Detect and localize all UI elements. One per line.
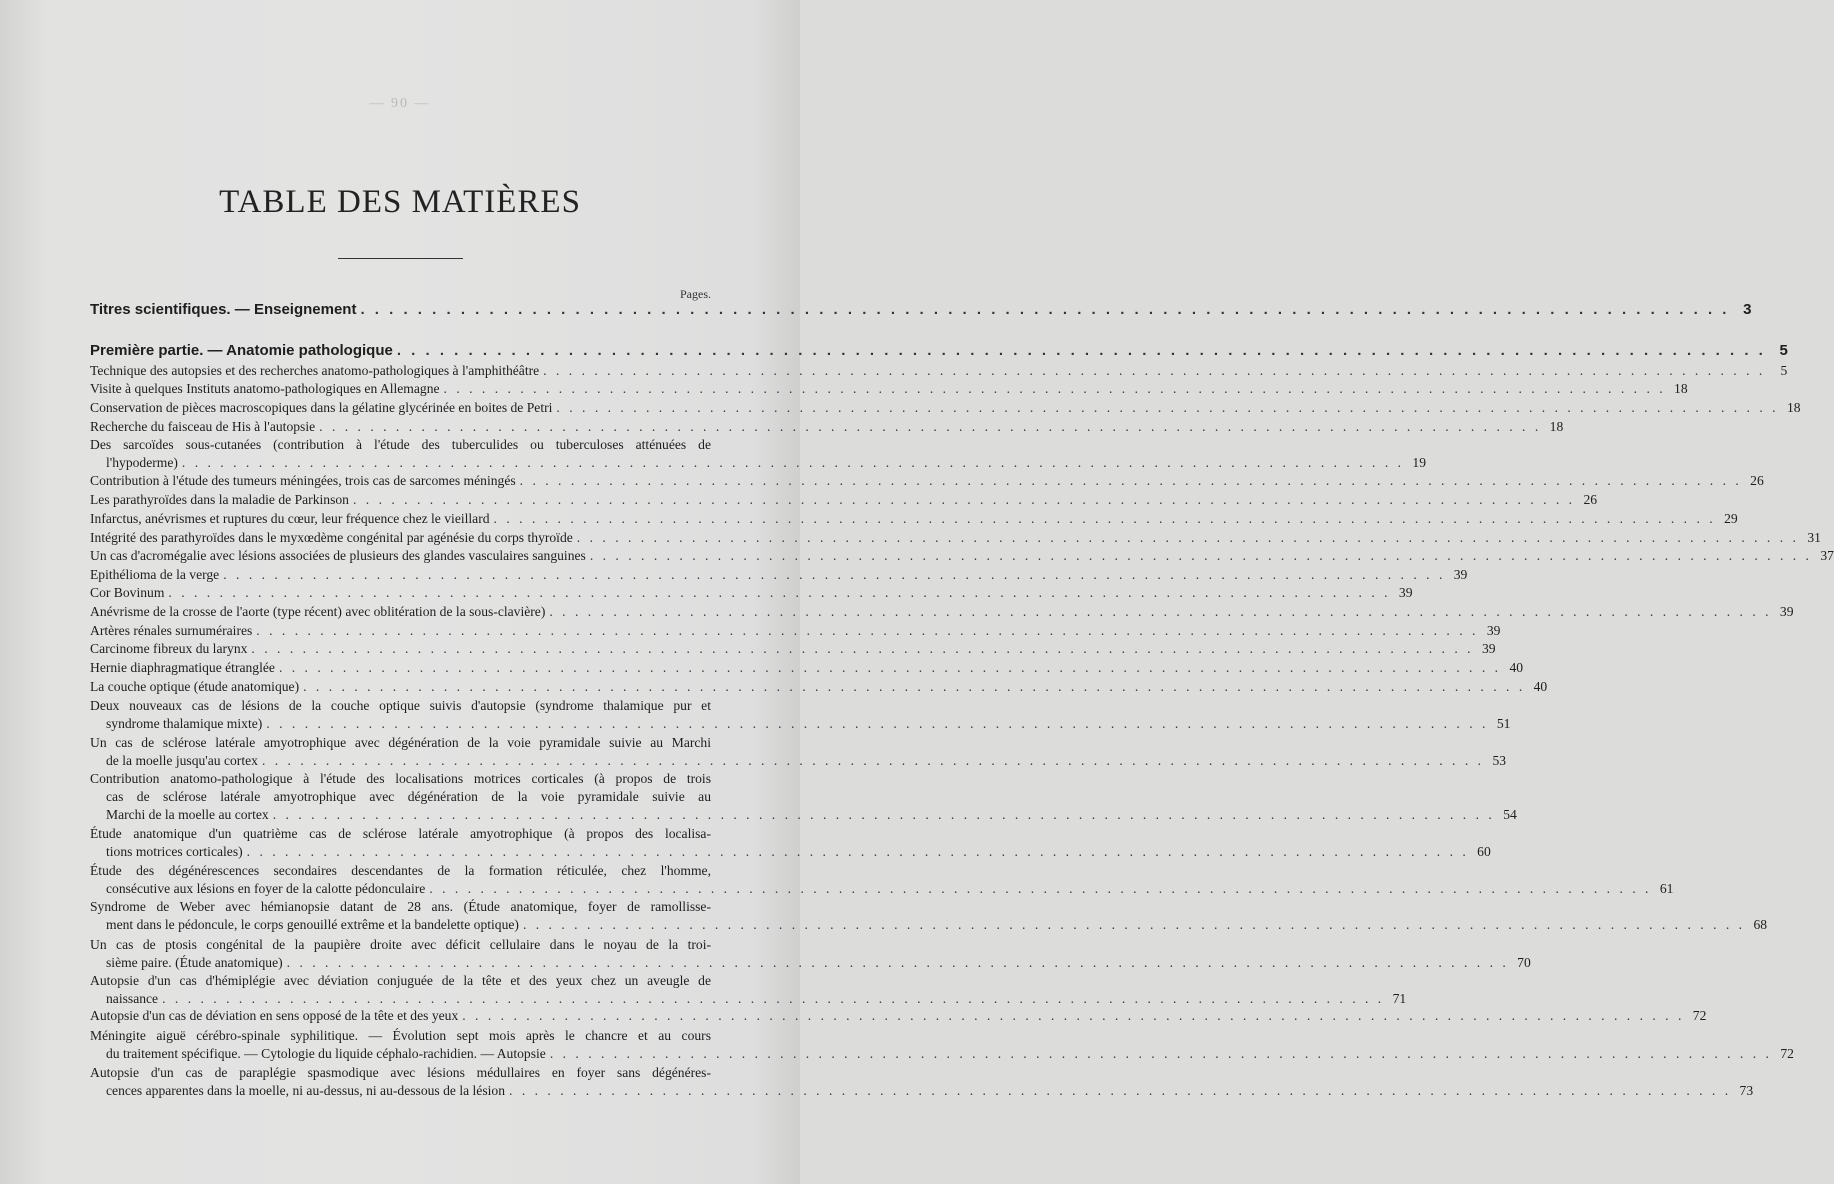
toc-entry-page: 5 [1780, 363, 1788, 378]
toc-entry-page: 26 [1583, 492, 1598, 507]
toc-entry [90, 547, 1834, 565]
dot-leader [303, 678, 1525, 696]
toc-entry-page: 39 [1779, 604, 1794, 619]
toc-entry-line [90, 972, 711, 990]
toc-entry-page: 40 [1509, 660, 1524, 675]
dot-leader [462, 1007, 1684, 1025]
toc-entry-text: consécutive aux lésions en foyer de la calotte pédonculaire [106, 881, 426, 896]
toc-entry [90, 584, 1413, 602]
toc-entry-text: Autopsie d'un cas d'hémiplégie avec déviation conjuguée de la tête et des yeux chez un aveugle de [90, 973, 711, 988]
toc-entry-text: Hernie diaphragmatique étranglée [90, 660, 275, 675]
toc-entry-text: Marchi de la moelle au cortex [106, 807, 269, 822]
toc-entry-text: Recherche du faisceau de His à l'autopsie [90, 419, 316, 434]
toc-entry-text: tions motrices corticales) [106, 844, 243, 859]
toc-entry [90, 380, 1688, 398]
toc-entry-line [90, 491, 1598, 509]
toc-entry [90, 898, 1768, 934]
toc-entry-text: Contribution à l'étude des tumeurs méningées, trois cas de sarcomes méningés [90, 473, 516, 488]
toc-entry-page: 3 [1743, 301, 1752, 318]
toc-entry-page: 70 [1517, 955, 1531, 970]
toc-entry-page: 18 [1674, 381, 1688, 396]
toc-entry-line [90, 936, 711, 954]
dot-leader [429, 880, 1651, 898]
toc-entry-text: Infarctus, anévrismes et ruptures du cœur, leur fréquence chez le vieillard [90, 511, 490, 526]
toc-entry-line [90, 659, 1524, 677]
dot-leader [279, 659, 1501, 677]
toc-entry-page: 37 [1820, 548, 1834, 563]
dot-leader [247, 843, 1469, 861]
toc-entry-text: Artères rénales surnuméraires [90, 623, 253, 638]
toc-entry-line [90, 678, 1548, 696]
toc-entry [90, 566, 1468, 584]
dot-leader [256, 622, 1478, 640]
dot-leader [549, 603, 1771, 621]
toc-entry-text: Un cas d'acromégalie avec lésions associées de plusieurs des glandes vasculaires sanguines [90, 548, 586, 563]
page-title: TABLE DES MATIÈRES [219, 184, 581, 220]
title-rule [338, 258, 463, 259]
toc-entry-page: 53 [1492, 753, 1507, 768]
toc-entry-page: 5 [1779, 342, 1788, 359]
dot-leader [509, 1082, 1731, 1100]
toc-entry [90, 622, 1501, 640]
dot-leader [182, 454, 1404, 472]
dot-leader [319, 418, 1541, 436]
page-number: — 90 — [369, 96, 431, 111]
toc-entry-page: 39 [1398, 585, 1413, 600]
toc-entry-page: 40 [1533, 679, 1548, 694]
toc-entry-text: Autopsie d'un cas de paraplégie spasmodique avec lésions médullaires en foyer sans dégénéres- [90, 1065, 711, 1080]
toc-entry-line [90, 843, 1491, 861]
toc-entry-text: Méningite aiguë cérébro-spinale syphilitique. — Évolution sept mois après le chancre et au cours [90, 1028, 711, 1043]
toc-entry [90, 1027, 1794, 1063]
toc-entry-page: 39 [1486, 623, 1501, 638]
toc-entry-line [90, 436, 711, 454]
dot-leader [577, 529, 1799, 547]
dot-leader [266, 715, 1488, 733]
dot-leader [262, 752, 1484, 770]
toc-entry-page: 29 [1724, 511, 1738, 526]
toc-entry [90, 678, 1548, 696]
toc-entry-text: Visite à quelques Instituts anatomo-pathologiques en Allemagne [90, 381, 440, 396]
toc-entry [90, 825, 1491, 861]
toc-entry-page: 68 [1753, 917, 1768, 932]
toc-entry-line [90, 510, 1738, 528]
toc-entry-line [90, 418, 1564, 436]
toc-entry [90, 436, 1427, 472]
toc-entry-text: sième paire. (Étude anatomique) [106, 955, 283, 970]
toc-entry-text: Étude anatomique d'un quatrième cas de sclérose latérale amyotrophique (à propos des localisa- [90, 826, 711, 841]
toc-entry-text: Epithélioma de la verge [90, 567, 220, 582]
toc-entry [90, 770, 1517, 824]
toc-entry-line [90, 806, 1517, 824]
toc-entry-text: naissance [106, 991, 159, 1006]
toc-entry [90, 1007, 1707, 1025]
toc-entry-line [90, 1027, 711, 1045]
toc-entry-text: Des sarcoïdes sous-cutanées (contribution à l'étude des tuberculides ou tuberculoses atténuées de [90, 437, 711, 452]
toc-entry-line [90, 454, 1427, 472]
toc-entry-line [90, 862, 711, 880]
dot-leader [520, 472, 1742, 490]
toc-entry [90, 734, 1507, 770]
toc-entry-page: 19 [1412, 455, 1427, 470]
toc-entry [90, 936, 1531, 972]
toc-entry-page: 61 [1659, 881, 1674, 896]
toc-entry-line [90, 603, 1794, 621]
toc-entry-text: cas de sclérose latérale amyotrophique avec dégénération de la voie pyramidale suivie au [106, 789, 711, 804]
dot-leader [251, 640, 1473, 658]
toc-entry-page: 18 [1786, 400, 1801, 415]
toc-entry-line [90, 529, 1821, 547]
toc-entry [90, 640, 1496, 658]
toc-entry-page: 51 [1496, 716, 1511, 731]
toc-entry-line [90, 990, 1407, 1008]
toc-entry [90, 472, 1764, 490]
toc-entry-line [90, 734, 711, 752]
toc-entry-line [90, 898, 711, 916]
toc-entry-line [90, 697, 711, 715]
dot-leader [397, 342, 1766, 360]
toc-entry [90, 491, 1598, 509]
dot-leader [444, 380, 1666, 398]
toc-entry [90, 697, 1511, 733]
toc-entry-text: Un cas de ptosis congénital de la paupière droite avec déficit cellulaire dans le noyau de la troi- [90, 937, 711, 952]
toc-entry-text: Intégrité des parathyroïdes dans le myxœdème congénital par agénésie du corps thyroïde [90, 530, 573, 545]
dot-leader [543, 362, 1765, 380]
toc-entry-line [90, 1045, 1794, 1063]
toc-entry-line [90, 788, 711, 806]
toc-entry [90, 862, 1674, 898]
toc-entry-line [90, 770, 711, 788]
toc-entry-line [90, 472, 1764, 490]
pages-column-header: Pages. [680, 287, 711, 301]
toc-entry-text: Titres scientifiques. — Enseignement [90, 301, 357, 318]
toc-entry [90, 301, 1752, 319]
toc-entry-line [90, 1007, 1707, 1025]
dot-leader [360, 301, 1729, 319]
toc-entry-line [90, 380, 1688, 398]
toc-entry-line [90, 547, 1834, 565]
toc-entry-text: Les parathyroïdes dans la maladie de Parkinson [90, 492, 349, 507]
toc-entry-line [90, 1064, 711, 1082]
toc-entry-text: Contribution anatomo-pathologique à l'étude des localisations motrices corticales (à propos de trois [90, 771, 711, 786]
toc-entry-line [90, 362, 1788, 380]
toc-entry-page: 60 [1477, 844, 1491, 859]
toc-entry-text: syndrome thalamique mixte) [106, 716, 263, 731]
toc-entry-text: Carcinome fibreux du larynx [90, 641, 248, 656]
toc-entry [90, 510, 1738, 528]
dot-leader [556, 399, 1778, 417]
toc-entry-text: Un cas de sclérose latérale amyotrophique avec dégénération de la voie pyramidale suivie au Marchi [90, 735, 711, 750]
toc-entry-line [90, 715, 1511, 733]
toc-entry-text: Anévrisme de la crosse de l'aorte (type récent) avec oblitération de la sous-clavière) [90, 604, 546, 619]
toc-entry-page: 39 [1453, 567, 1468, 582]
toc-entry-text: La couche optique (étude anatomique) [90, 679, 300, 694]
toc-entry [90, 603, 1794, 621]
toc-entry-text: cences apparentes dans la moelle, ni au-dessus, ni au-dessous de la lésion [106, 1083, 506, 1098]
toc-entry [90, 529, 1821, 547]
toc-entry-text: du traitement spécifique. — Cytologie du liquide céphalo-rachidien. — Autopsie [106, 1046, 546, 1061]
dot-leader [523, 916, 1745, 934]
toc-entry-page: 39 [1481, 641, 1496, 656]
toc-entry-line [90, 566, 1468, 584]
toc-entry [90, 362, 1788, 380]
toc-entry-line [90, 342, 1788, 360]
toc-entry-line [90, 825, 711, 843]
toc-entry-page: 73 [1739, 1083, 1754, 1098]
dot-leader [494, 510, 1716, 528]
toc-entry-page: 72 [1780, 1046, 1794, 1061]
toc-entry-page: 72 [1692, 1008, 1707, 1023]
toc-entry-line [90, 1082, 1754, 1100]
toc-entry-text: Deux nouveaux cas de lésions de la couche optique suivis d'autopsie (syndrome thalamique pur et [90, 698, 711, 713]
dot-leader [273, 806, 1495, 824]
toc-entry-text: Cor Bovinum [90, 585, 165, 600]
toc-entry-line [90, 954, 1531, 972]
toc-entry-text: l'hypoderme) [106, 455, 178, 470]
toc-entry-text: Autopsie d'un cas de déviation en sens opposé de la tête et des yeux [90, 1008, 459, 1023]
dot-leader [353, 491, 1575, 509]
dot-leader [287, 954, 1509, 972]
toc-entry-line [90, 399, 1801, 417]
toc-entry-line [90, 640, 1496, 658]
toc-entry-text: Technique des autopsies et des recherches anatomo-pathologiques à l'amphithéâtre [90, 363, 540, 378]
toc-entry [90, 342, 1788, 360]
toc-entry [90, 659, 1524, 677]
toc-entry-page: 71 [1392, 991, 1407, 1006]
toc-entry-page: 31 [1807, 530, 1821, 545]
toc-entry-page: 26 [1750, 473, 1764, 488]
toc-entry-text: Première partie. — Anatomie pathologique [90, 342, 393, 359]
toc-entry-line [90, 752, 1507, 770]
toc-entry-line [90, 880, 1674, 898]
dot-leader [162, 990, 1384, 1008]
toc-entry-text: de la moelle jusqu'au cortex [106, 753, 258, 768]
dot-leader [590, 547, 1812, 565]
dot-leader [168, 584, 1390, 602]
toc-entry-text: ment dans le pédoncule, le corps genouillé extrême et la bandelette optique) [106, 917, 519, 932]
toc-entry-page: 18 [1549, 419, 1564, 434]
dot-leader [223, 566, 1445, 584]
toc-entry [90, 1064, 1754, 1100]
toc-entry-line [90, 584, 1413, 602]
toc-entry [90, 399, 1801, 417]
dot-leader [550, 1045, 1772, 1063]
toc-entry-page: 54 [1503, 807, 1517, 822]
toc-entry-text: Syndrome de Weber avec hémianopsie datant de 28 ans. (Étude anatomique, foyer de ramollisse- [90, 899, 711, 914]
toc-entry-line [90, 301, 1752, 319]
toc-entry [90, 418, 1564, 436]
toc-entry-line [90, 916, 1768, 934]
toc-entry-line [90, 622, 1501, 640]
toc-entry-text: Étude des dégénérescences secondaires descendantes de la formation réticulée, chez l'homme, [90, 863, 711, 878]
toc-entry [90, 972, 1407, 1008]
toc-entry-text: Conservation de pièces macroscopiques dans la gélatine glycérinée en boites de Petri [90, 400, 553, 415]
